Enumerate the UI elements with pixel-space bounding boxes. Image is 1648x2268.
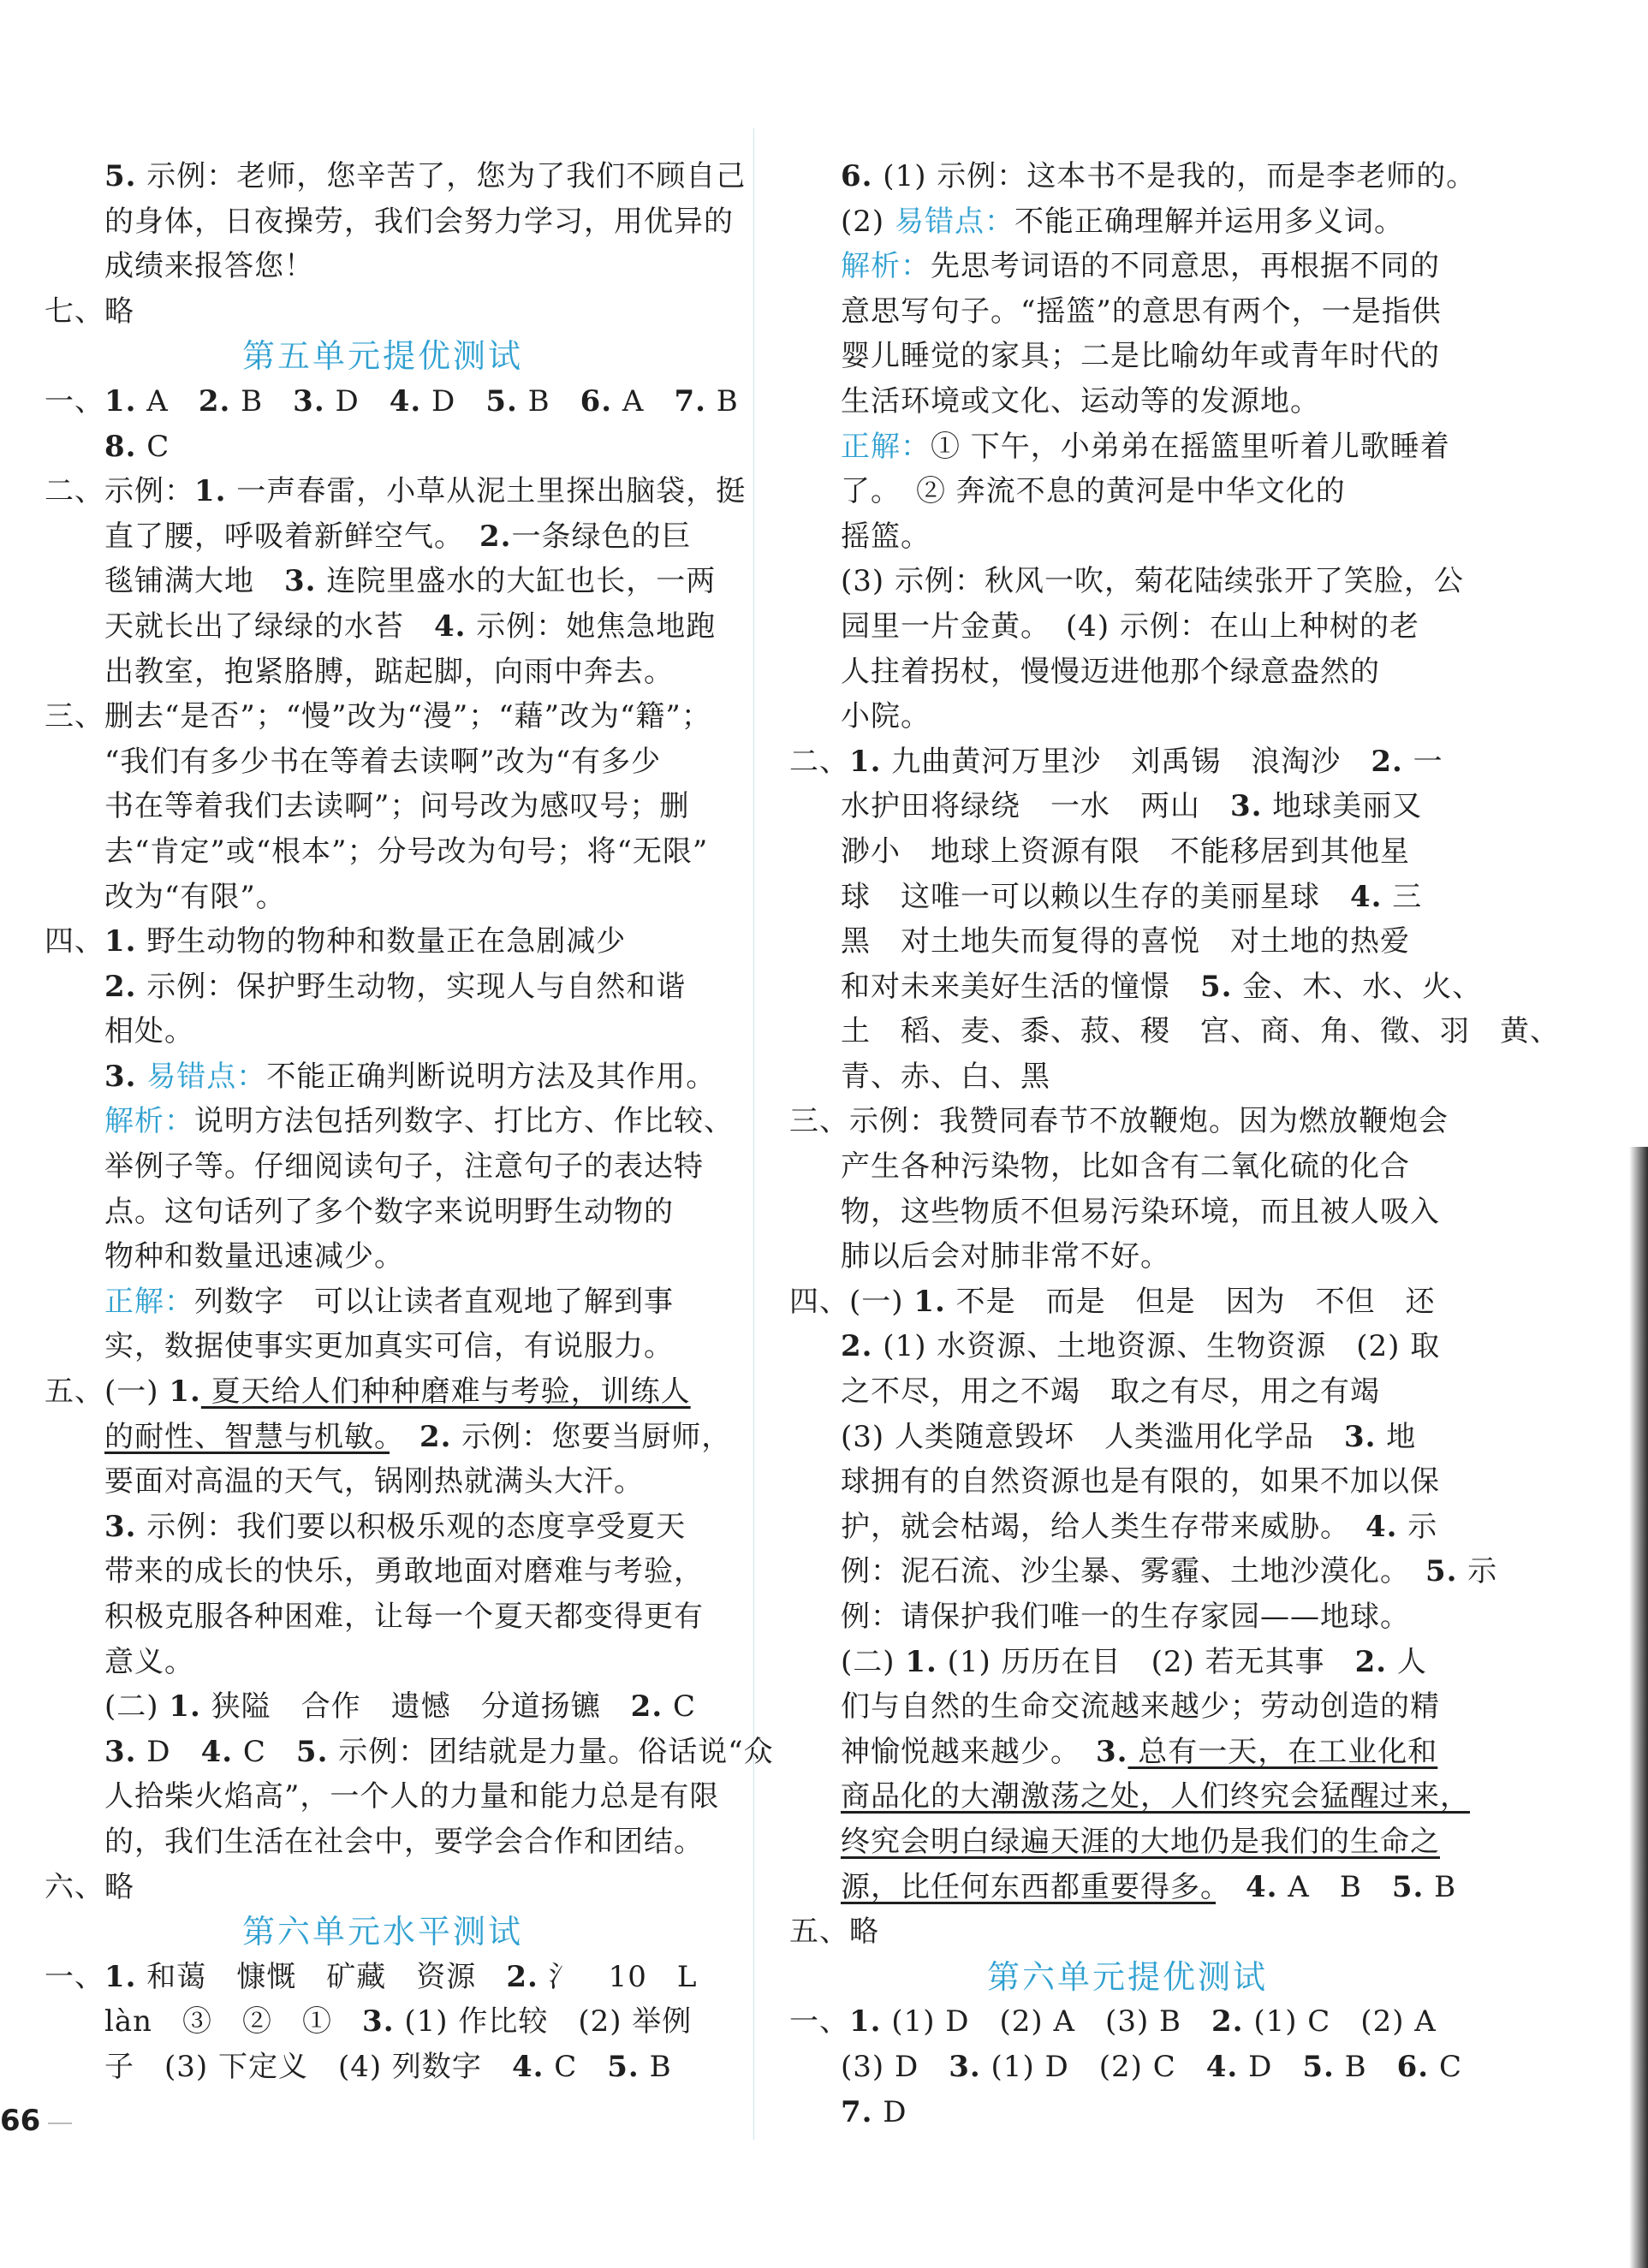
- text: ① 下午，小弟弟在摇篮里听着儿歌睡着: [931, 429, 1450, 464]
- answer-line: [789, 1099, 1466, 1144]
- text: 第六单元水平测试: [241, 1913, 523, 1951]
- answer-line: [45, 1505, 721, 1550]
- question-number: 5.: [1200, 969, 1233, 1004]
- text: 直了腰，呼吸着新鲜空气。: [104, 519, 479, 554]
- page-number-rule: [48, 2123, 72, 2124]
- text: B: [230, 383, 294, 419]
- text: 球 这唯一可以赖以生存的美丽星球: [841, 879, 1350, 914]
- answer-line: [45, 289, 721, 335]
- answer-line: [45, 1594, 721, 1640]
- section-heading: [45, 1909, 721, 1955]
- text: 改为“有限”。: [104, 879, 286, 914]
- section-heading: [789, 1955, 1466, 2000]
- text: D: [1238, 2049, 1303, 2084]
- text: B: [1424, 1869, 1457, 1904]
- text: A: [612, 383, 675, 419]
- text: 地: [1376, 1419, 1417, 1454]
- text: 二、: [789, 744, 849, 779]
- text: 带来的成长的快乐，勇敢地面对磨难与考验，: [104, 1554, 704, 1589]
- question-number: 1.: [849, 744, 882, 779]
- question-number: 4.: [1246, 1869, 1278, 1904]
- text: 连院里盛水的大缸也长，一两: [316, 564, 717, 599]
- answer-line: [789, 1684, 1466, 1730]
- text: [390, 1420, 419, 1454]
- question-number: 3.: [1343, 1419, 1377, 1454]
- text: 说明方法包括列数字、打比方、作比较、: [194, 1104, 734, 1139]
- question-number: 2.: [630, 1689, 663, 1725]
- answer-line: [789, 739, 1466, 785]
- text: 第五单元提优测试: [241, 337, 523, 376]
- text: (1) D (2) C: [980, 2049, 1206, 2084]
- answer-line: [45, 1369, 721, 1415]
- text: 一、: [45, 383, 104, 419]
- question-number: 1.: [104, 924, 137, 959]
- answer-line: [789, 965, 1483, 1010]
- text: 列数字 可以让读者直观地了解到事: [194, 1284, 674, 1319]
- answer-line: [45, 1865, 721, 1910]
- answer-line: [45, 469, 747, 514]
- text: [1216, 1870, 1246, 1904]
- text: 一、: [45, 1959, 104, 1994]
- answer-line: [45, 1279, 721, 1325]
- text: 示例：我们要以积极乐观的态度享受夏天: [136, 1509, 687, 1544]
- text: 黑 对土地失而复得的喜悦 对土地的热爱: [841, 924, 1410, 959]
- text: 五、略: [789, 1915, 879, 1950]
- text: 青、赤、白、黑: [841, 1059, 1050, 1094]
- text: B: [639, 2049, 672, 2084]
- text: 地球美丽又: [1262, 789, 1423, 824]
- text: 和对未来美好生活的憧憬: [841, 969, 1200, 1004]
- text: 一条绿色的巨: [511, 519, 692, 554]
- question-number: 2.: [506, 1959, 538, 1994]
- answer-line: [789, 154, 1477, 199]
- answer-line: [45, 1054, 721, 1100]
- question-number: 1.: [849, 2004, 882, 2039]
- answer-line: [45, 559, 721, 604]
- underlined-text: 的耐性、智慧与机敏。: [104, 1419, 390, 1454]
- answer-line: [45, 604, 721, 650]
- text: 和蔼 慷慨 矿藏 资源: [136, 1959, 507, 1994]
- text: 四、: [45, 924, 104, 959]
- answer-line: [789, 514, 1466, 560]
- section-heading: [45, 334, 721, 379]
- text: 出教室，抱紧胳膊，踮起脚，向雨中奔去。: [104, 654, 674, 689]
- text: 人拾柴火焰高”，一个人的力量和能力总是有限: [104, 1779, 720, 1814]
- answer-line: [45, 650, 721, 695]
- answer-line: [45, 694, 721, 739]
- column-divider: [753, 128, 754, 2140]
- question-number: 4.: [1205, 2049, 1239, 2084]
- question-number: 6.: [841, 159, 873, 193]
- underlined-text: 源，比任何东西都重要得多。: [841, 1869, 1216, 1904]
- text: 氵 10 L: [538, 1959, 698, 1994]
- text: B: [1334, 2049, 1397, 2084]
- text: (3) 示例：秋风一吹，菊花陆续张开了笑脸，公: [841, 564, 1464, 599]
- text: 神愉悦越来越少。: [841, 1734, 1096, 1769]
- answer-line: [45, 919, 721, 965]
- question-number: 5.: [1425, 1554, 1458, 1589]
- question-number: 1.: [169, 1374, 201, 1410]
- answer-line: [45, 1640, 721, 1685]
- note-label: 易错点：: [894, 204, 1014, 239]
- question-number: 6.: [1396, 2049, 1430, 2084]
- answer-line: [789, 1774, 1470, 1820]
- question-number: 3.: [104, 1059, 137, 1094]
- text: 三、示例：我赞同春节不放鞭炮。因为燃放鞭炮会: [789, 1104, 1449, 1139]
- note-label: 易错点：: [146, 1059, 267, 1094]
- answer-line: [789, 1549, 1498, 1594]
- answer-line: [45, 199, 734, 245]
- text: (二): [841, 1644, 906, 1679]
- text: 七、略: [45, 294, 134, 329]
- text: 意义。: [104, 1644, 194, 1679]
- question-number: 1.: [913, 1284, 946, 1319]
- note-label: 解析：: [841, 249, 931, 284]
- question-number: 1.: [194, 474, 227, 509]
- text: 例：泥石流、沙尘暴、雾霾、土地沙漠化。: [841, 1554, 1425, 1589]
- note-label: 正解：: [104, 1284, 194, 1319]
- text: 狭隘 合作 遗憾 分道扬镳: [200, 1689, 631, 1725]
- answer-line: [789, 2045, 1466, 2090]
- question-number: 1.: [104, 1959, 137, 1994]
- text: 不能正确判断说明方法及其作用。: [266, 1059, 717, 1094]
- question-number: 2.: [1211, 2004, 1244, 2039]
- text: 示: [1397, 1509, 1438, 1544]
- text: 示: [1457, 1554, 1498, 1589]
- text: 护，就会枯竭，给人类生存带来威胁。: [841, 1509, 1365, 1544]
- question-number: 1.: [169, 1689, 201, 1725]
- question-number: 5.: [1391, 1869, 1425, 1904]
- question-number: 3.: [1096, 1734, 1128, 1769]
- text: 物，这些物质不但易污染环境，而且被人吸入: [841, 1194, 1440, 1229]
- question-number: 3.: [284, 564, 317, 599]
- answer-line: [789, 1820, 1466, 1865]
- answer-line: [789, 559, 1466, 604]
- text: [137, 1060, 147, 1094]
- answer-line: [45, 379, 739, 425]
- left-column: [45, 154, 774, 2090]
- text: 野生动物的物种和数量正在急剧减少: [136, 924, 627, 959]
- question-number: 3.: [362, 2004, 395, 2039]
- note-label: 解析：: [104, 1104, 194, 1139]
- text: (1) 历历在目 (2) 若无其事: [937, 1644, 1355, 1679]
- text: C: [136, 429, 170, 464]
- question-number: 8.: [104, 429, 137, 464]
- text: 产生各种污染物，比如含有二氧化硫的化合: [841, 1149, 1410, 1184]
- question-number: 5.: [104, 159, 137, 193]
- underlined-text: 商品化的大潮激荡之处，人们终究会猛醒过来，: [841, 1779, 1470, 1814]
- answer-line: [789, 1054, 1466, 1100]
- answer-line: [45, 425, 721, 470]
- text: B: [706, 383, 739, 419]
- text: “我们有多少书在等着去读啊”改为“有多少: [104, 744, 662, 779]
- text: (3) D: [841, 2049, 949, 2084]
- answer-line: [789, 919, 1466, 965]
- answer-line: [789, 875, 1466, 920]
- note-label: 正解：: [841, 429, 931, 464]
- answer-line: [789, 425, 1466, 470]
- text: 一、: [789, 2004, 849, 2039]
- text: 举例子等。仔细阅读句子，注意句子的表达特: [104, 1149, 704, 1184]
- question-number: 3.: [104, 1509, 137, 1544]
- text: 相处。: [104, 1014, 194, 1049]
- answer-line: [789, 1730, 1466, 1775]
- text: làn ③ ② ①: [104, 2004, 363, 2039]
- question-number: 5.: [485, 383, 518, 419]
- answer-line: [789, 1279, 1466, 1325]
- text: 人拄着拐杖，慢慢迈进他那个绿意盎然的: [841, 654, 1380, 689]
- text: 先思考词语的不同意思，再根据不同的: [931, 249, 1440, 284]
- question-number: 5.: [607, 2049, 640, 2084]
- question-number: 4.: [511, 2049, 544, 2084]
- answer-line: [789, 199, 1466, 245]
- text: 们与自然的生命交流越来越少；劳动创造的精: [841, 1689, 1440, 1725]
- text: (1) D (2) A (3) B: [881, 2004, 1212, 2039]
- answer-line: [789, 334, 1466, 379]
- text: 天就长出了绿绿的水苔: [104, 609, 434, 644]
- text: 渺小 地球上资源有限 不能移居到其他星: [841, 834, 1410, 869]
- answer-line: [789, 1865, 1466, 1910]
- question-number: 2.: [419, 1419, 452, 1454]
- text: 书在等着我们去读啊”；问号改为感叹号；删: [104, 789, 690, 824]
- answer-line: [789, 1190, 1466, 1235]
- text: 例：请保护我们唯一的生存家园——地球。: [841, 1600, 1410, 1634]
- text: 的，我们生活在社会中，要学会合作和团结。: [104, 1824, 704, 1859]
- answer-line: [45, 1999, 721, 2045]
- question-number: 3.: [1230, 789, 1263, 824]
- answer-line: [45, 1144, 721, 1190]
- answer-line: [789, 1459, 1466, 1505]
- answer-line: [789, 244, 1466, 289]
- answer-line: [789, 1369, 1466, 1415]
- answer-line: [789, 694, 1466, 739]
- answer-line: [45, 1820, 721, 1865]
- text: (1) 水资源、土地资源、生物资源 (2) 取: [872, 1329, 1441, 1364]
- text: 示例：团结就是力量。俗话说“众: [328, 1734, 774, 1769]
- underlined-text: 总有一天，在工业化和: [1127, 1734, 1438, 1769]
- text: D: [872, 2094, 907, 2129]
- text: 一声春雷，小草从泥土里探出脑袋，挺: [226, 474, 747, 509]
- page-number: 66: [0, 2104, 41, 2138]
- text: (二): [104, 1689, 170, 1725]
- answer-line: [789, 650, 1466, 695]
- text: 三、删去“是否”；“慢”改为“漫”；“藉”改为“籍”；: [45, 699, 711, 734]
- text: 一: [1402, 744, 1443, 779]
- text: 子 (3) 下定义 (4) 列数字: [104, 2049, 512, 2084]
- question-number: 4.: [389, 383, 422, 419]
- answer-line: [789, 1144, 1466, 1190]
- question-number: 2.: [1354, 1644, 1388, 1679]
- text: 园里一片金黄。 (4) 示例：在山上种树的老: [841, 609, 1419, 644]
- text: 第六单元提优测试: [986, 1957, 1268, 1996]
- scan-edge-shadow: [1629, 1147, 1648, 2268]
- text: 生活环境或文化、运动等的发源地。: [841, 383, 1320, 419]
- answer-line: [789, 604, 1466, 650]
- text: (2): [841, 204, 895, 239]
- text: 示例：您要当厨师，: [451, 1419, 732, 1454]
- text: 金、木、水、火、: [1232, 969, 1483, 1004]
- answer-line: [45, 1730, 774, 1775]
- text: 土 稻、麦、黍、菽、稷 宫、商、角、徵、羽 黄、: [841, 1014, 1560, 1049]
- answer-line: [789, 1009, 1560, 1054]
- text: D: [421, 383, 486, 419]
- answer-line: [45, 1324, 721, 1369]
- text: 人: [1387, 1644, 1427, 1679]
- answer-line: [45, 514, 721, 560]
- text: B: [517, 383, 580, 419]
- question-number: 2.: [104, 969, 137, 1004]
- right-column: [789, 154, 1560, 2134]
- answer-line: [789, 1505, 1466, 1550]
- answer-line: [789, 289, 1466, 335]
- answer-line: [789, 2090, 1466, 2135]
- text: (1) 示例：这本书不是我的，而是李老师的。: [872, 159, 1477, 193]
- question-number: 1.: [905, 1644, 937, 1679]
- text: 球拥有的自然资源也是有限的，如果不加以保: [841, 1464, 1440, 1499]
- text: A: [136, 383, 199, 419]
- text: 小院。: [841, 699, 931, 734]
- answer-line: [789, 1909, 1466, 1955]
- question-number: 6.: [580, 383, 613, 419]
- question-number: 5.: [1302, 2049, 1335, 2084]
- question-number: 3.: [104, 1734, 137, 1769]
- answer-line: [45, 1190, 721, 1235]
- answer-line: [45, 2045, 721, 2090]
- answer-line: [45, 1684, 721, 1730]
- question-number: 5.: [295, 1734, 329, 1769]
- text: 毯铺满大地: [104, 564, 284, 599]
- answer-line: [789, 1594, 1466, 1640]
- text: 要面对高温的天气，锅刚热就满头大汗。: [104, 1464, 644, 1499]
- text: (3) 人类随意毁坏 人类滥用化学品: [841, 1419, 1344, 1454]
- text: 成绩来报答您！: [104, 249, 314, 284]
- answer-line: [45, 1234, 721, 1279]
- text: 婴儿睡觉的家具；二是比喻幼年或青年时代的: [841, 339, 1440, 374]
- text: 积极克服各种困难，让每一个夏天都变得更有: [104, 1600, 704, 1634]
- question-number: 3.: [293, 383, 325, 419]
- answer-line: [45, 154, 747, 199]
- answer-line: [789, 1640, 1466, 1685]
- answer-line: [45, 1099, 734, 1144]
- answer-line: [45, 739, 721, 785]
- text: 示例：老师，您辛苦了，您为了我们不顾自己: [136, 159, 747, 193]
- text: D: [136, 1734, 201, 1769]
- answer-line: [789, 469, 1466, 514]
- text: C: [663, 1689, 696, 1725]
- text: 六、略: [45, 1869, 134, 1904]
- answer-line: [789, 1999, 1466, 2045]
- text: C: [1429, 2049, 1462, 2084]
- answer-line: [45, 965, 721, 1010]
- text: 点。这句话列了多个数字来说明野生动物的: [104, 1194, 674, 1229]
- answer-line: [45, 875, 721, 920]
- text: 实，数据使事实更加真实可信，有说服力。: [104, 1329, 674, 1364]
- text: 之不尽，用之不竭 取之有尽，用之有竭: [841, 1374, 1380, 1410]
- text: 二、示例：: [45, 474, 194, 509]
- question-number: 4.: [1350, 879, 1383, 914]
- text: 示例：保护野生动物，实现人与自然和谐: [136, 969, 687, 1004]
- text: 了。 ② 奔流不息的黄河是中华文化的: [841, 474, 1346, 509]
- answer-line: [45, 1955, 721, 2000]
- question-number: 4.: [434, 609, 467, 644]
- underlined-text: 夏天给人们种种磨难与考验，训练人: [200, 1374, 691, 1410]
- text: A B: [1277, 1869, 1392, 1904]
- text: 示例：她焦急地跑: [466, 609, 717, 644]
- answer-line: [45, 1009, 721, 1054]
- text: 三: [1382, 879, 1423, 914]
- answer-line: [789, 1234, 1466, 1279]
- underlined-text: 终究会明白绿遍天涯的大地仍是我们的生命之: [841, 1824, 1440, 1859]
- text: 的身体，日夜操劳，我们会努力学习，用优异的: [104, 204, 734, 239]
- text: C: [544, 2049, 608, 2084]
- question-number: 4.: [200, 1734, 234, 1769]
- text: (1) C (2) A: [1243, 2004, 1437, 2039]
- question-number: 2.: [1371, 744, 1403, 779]
- text: 不能正确理解并运用多义词。: [1014, 204, 1404, 239]
- text: 九曲黄河万里沙 刘禹锡 浪淘沙: [881, 744, 1371, 779]
- text: (1) 作比较 (2) 举例: [394, 2004, 693, 2039]
- text: 物种和数量迅速减少。: [104, 1239, 404, 1274]
- text: 意思写句子。“摇篮”的意思有两个，一是指供: [841, 294, 1442, 329]
- text: D: [324, 383, 390, 419]
- answer-line: [789, 829, 1466, 875]
- text: 去“肯定”或“根本”；分号改为句号；将“无限”: [104, 834, 709, 869]
- question-number: 2.: [479, 519, 512, 554]
- text: 四、(一): [789, 1284, 914, 1319]
- text: 摇篮。: [841, 519, 931, 554]
- answer-line: [789, 379, 1466, 425]
- text: 肺以后会对肺非常不好。: [841, 1239, 1170, 1274]
- answer-line: [45, 784, 721, 829]
- question-number: 3.: [949, 2049, 981, 2084]
- question-number: 2.: [841, 1329, 873, 1364]
- question-number: 4.: [1365, 1509, 1398, 1544]
- answer-line: [45, 1774, 721, 1820]
- question-number: 2.: [198, 383, 231, 419]
- answer-line: [45, 829, 721, 875]
- question-number: 7.: [674, 383, 706, 419]
- answer-line: [45, 244, 721, 289]
- answer-line: [45, 1459, 721, 1505]
- answer-line: [45, 1549, 721, 1594]
- answer-line: [789, 784, 1466, 829]
- answer-line: [45, 1415, 732, 1460]
- answer-line: [789, 1415, 1466, 1460]
- text: 不是 而是 但是 因为 不但 还: [945, 1284, 1436, 1319]
- text: 水护田将绿绕 一水 两山: [841, 789, 1230, 824]
- text: 五、(一): [45, 1374, 170, 1410]
- text: C: [233, 1734, 296, 1769]
- question-number: 7.: [841, 2094, 873, 2129]
- answer-line: [789, 1324, 1466, 1369]
- question-number: 1.: [104, 383, 137, 419]
